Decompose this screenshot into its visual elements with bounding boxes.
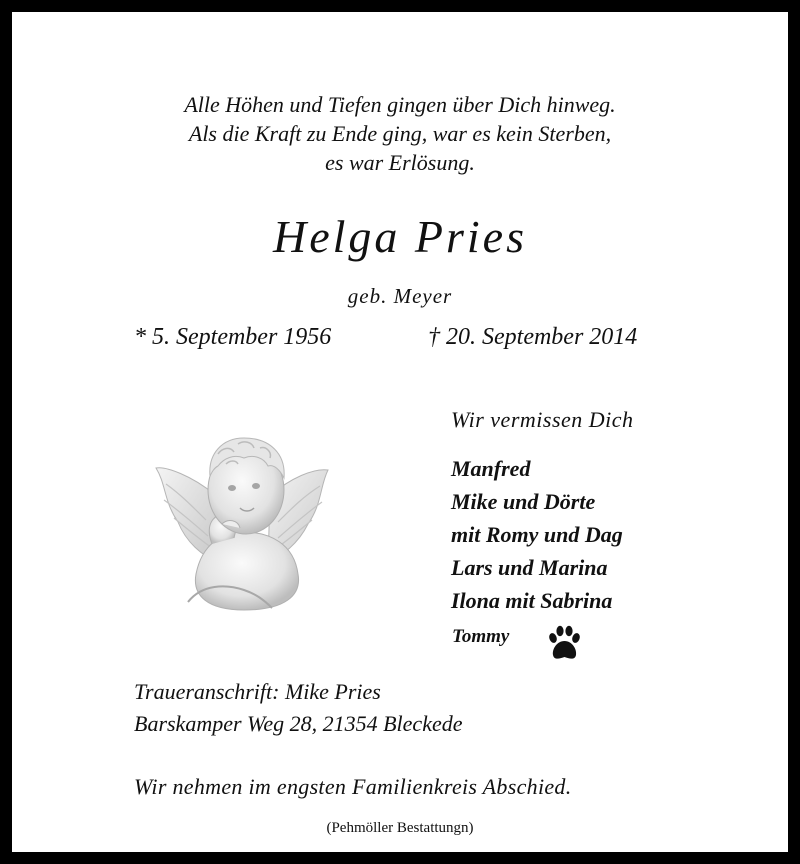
deceased-name: Helga Pries [272,211,527,262]
undertaker-credit: (Pehmöller Bestattungn) [326,820,474,836]
birth-date: * 5. September 1956 [134,324,332,350]
mourner-item: Mike und Dörte [451,489,596,514]
pet-name: Tommy [452,626,510,647]
cherub-angel-image [152,424,332,614]
maiden-name: geb. Meyer [347,284,453,308]
we-miss-you-line: Wir vermissen Dich [451,407,634,432]
mourner-item: Lars und Marina [451,555,608,580]
mourners-list [451,452,623,617]
verse-line-3: es war Erlösung. [325,150,475,175]
mourning-address-street: Barskamper Weg 28, 21354 Bleckede [134,711,463,736]
mourner-item: Manfred [451,456,531,481]
paw-print-icon [546,624,582,662]
death-date: † 20. September 2014 [428,324,638,350]
mourner-item: Ilona mit Sabrina [451,588,613,613]
verse-line-1: Alle Höhen und Tiefen gingen über Dich hinweg. [184,92,616,117]
obituary-notice [12,12,788,852]
mourner-item: mit Romy und Dag [451,522,623,547]
mourning-address-name: Traueranschrift: Mike Pries [134,679,381,704]
farewell-statement: Wir nehmen im engsten Familienkreis Abschied. [134,774,572,799]
verse-line-2: Als die Kraft zu Ende ging, war es kein Sterben, [188,121,612,146]
